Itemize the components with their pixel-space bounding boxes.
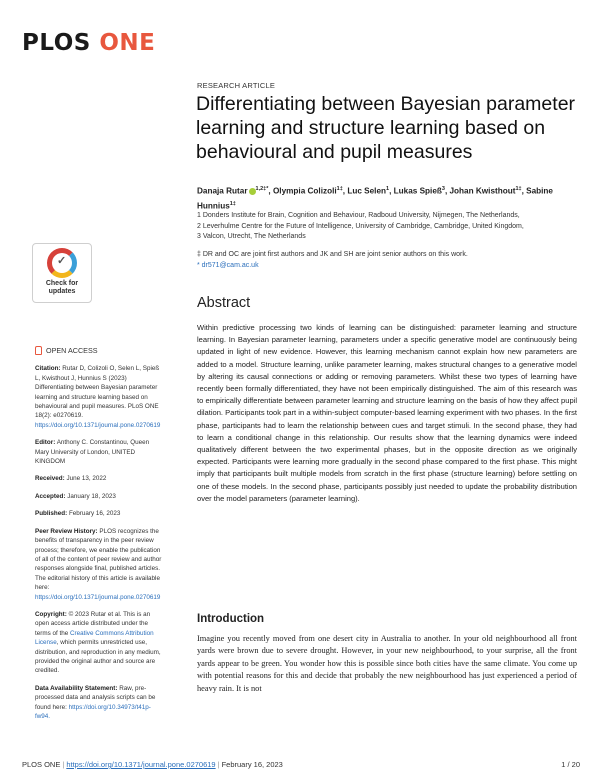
data-link[interactable]: https://doi.org/10.34973/t41p-fw94.	[35, 703, 151, 720]
author-list: Danaja Rutar $^{1,2\ddagger*}$, Olympia Colizoli$^{1\ddagger}$, Luc Selen$^1$, Lukas Spieß$^3$, Johan Kwisthout$^{1\ddagger}$, Sabine Hunnius$^{1\ddagger}$	[197, 186, 553, 211]
published-date: Published: February 16, 2023	[35, 510, 121, 518]
equal-contribution-note: ‡ DR and OC are joint first authors and JK and SH are joint senior authors on this work.	[197, 251, 468, 258]
peer-review-block: Peer Review History: PLOS recognizes the benefits of transparency in the peer review process; therefore, we enable the publication of all of the content of peer review and author responses alongside final, published articles. The editorial history of this article is available here: https://doi.org/10.1371/journal.pone.0270619	[35, 527, 162, 601]
author-name: Sabine Hunnius	[197, 186, 553, 211]
citation-block: Citation: Rutar D, Colizoli O, Selen L, Spieß L, Kwisthout J, Hunnius S (2023) Differentiating between Bayesian parameter learning and structure learning based on behavioural and pupil measures. PLoS ONE 18(2): e0270619. https://doi.org/10.1371/journal.pone.0270619	[35, 365, 161, 429]
article-title: Differentiating between Bayesian parameter learning and structure learning based on behavioural and pupil measures	[196, 93, 576, 163]
orcid-icon[interactable]	[249, 188, 256, 195]
page-footer: PLOS ONE | https://doi.org/10.1371/journal.pone.0270619 | February 16, 2023 1 / 20	[22, 760, 580, 769]
author-name: Danaja Rutar	[197, 186, 248, 196]
editor-block: Editor: Anthony C. Constantinou, Queen Mary University of London, UNITED KINGDOM	[35, 439, 150, 466]
open-lock-icon	[35, 346, 42, 355]
article-sidebar	[35, 346, 163, 729]
abstract-text: Within predictive processing two kinds of learning can be distinguished: parameter learning and structure learning. In Bayesian parameter learning, parameters under a specific generative model are continuously being updated in light of new evidence. However, this learning mechanism cannot explain how new parameters are added to a model. Structure learning, unlike parameter learning, makes structural changes to a generative model by altering its causal connections or adding or removing parameters. Whilst these two types of learning have recently been formally differentiated, they have not been empirically distinguished. The aim of this research was to empirically differentiate between parameter learning and structure learning on the basis of how they affect pupil dilation. Participants took part in a within-subject computer-based learning experiment with two phases. In the first phase, participants had to learn the relationship between cues and target stimuli. In the second phase, they had to learn a conditional change in this relationship. Our results show that the learning dynamics were indeed qualitatively different between the two experimental phases, but in the opposite direction as we originally expected. Participants were learning more gradually in the second phase compared to the first phase. This might imply that participants built multiple models from scratch in the first phase (structure learning) before settling on one of these models. In the second phase, participants possibly just needed to update the probability distribution over the model parameters (parameter learning).	[197, 323, 577, 503]
abstract-heading: Abstract	[197, 295, 251, 311]
footer-doi-link[interactable]: https://doi.org/10.1371/journal.pone.0270619	[66, 760, 216, 769]
author-affiliation-marker: 1‡	[229, 200, 236, 207]
author-name: Johan Kwisthout	[449, 186, 516, 196]
author-name: Olympia Colizoli	[272, 186, 337, 196]
introduction-heading: Introduction	[197, 613, 265, 625]
affiliation-item: 2 Leverhulme Centre for the Future of Intelligence, University of Cambridge, Cambridge, United Kingdom,	[197, 222, 524, 230]
copyright-block: Copyright: © 2023 Rutar et al. This is an open access article distributed under the terms of the Creative Commons Attribution License, which permits unrestricted use, distribution, and reproduction in any medium, provided the original author and source are credited.	[35, 610, 161, 675]
affiliations	[197, 211, 577, 243]
accepted-date: Accepted: January 18, 2023	[35, 492, 116, 500]
affiliation-item: 3 Valcon, Utrecht, The Netherlands	[197, 233, 306, 240]
author-affiliation-marker: 1	[386, 186, 390, 192]
citation-doi-link[interactable]: https://doi.org/10.1371/journal.pone.0270619	[35, 421, 161, 429]
footer-date: February 16, 2023	[221, 760, 283, 769]
author-affiliation-marker: 3	[441, 186, 445, 192]
peer-review-link[interactable]: https://doi.org/10.1371/journal.pone.0270619	[35, 593, 161, 601]
data-availability-block: Data Availability Statement: Raw, pre-processed data and analysis scripts can be found here: https://doi.org/10.34973/t41p-fw94.	[35, 684, 156, 720]
affiliation-item: 1 Donders Institute for Brain, Cognition and Behaviour, Radboud University, Nijmegen, The Netherlands,	[197, 212, 520, 219]
footer-journal: PLOS ONE	[22, 760, 61, 769]
received-date: Received: June 13, 2022	[35, 475, 107, 483]
author-name: Lukas Spieß	[393, 186, 442, 196]
author-affiliation-marker: 1‡	[336, 186, 343, 192]
corresponding-email-link[interactable]: * dr571@cam.ac.uk	[197, 261, 259, 269]
crossmark-icon: ✓	[47, 248, 77, 278]
author-affiliation-marker: 1,2‡*	[255, 186, 269, 192]
page-number: 1 / 20	[561, 760, 580, 769]
introduction-text: Imagine you recently moved from one desert city in Australia to another. In your old neighbourhood all front yards were brown due to severe drought. However, in your new neighbourhood, to your surprise, all the front yards appear to be green. You wonder how this is possible since both cities have the same climate. You come up with potential reasons for this and decide that probably the new neighbourhood has just experienced a period of heavy rain. It is not	[197, 634, 577, 693]
journal-logo: PLOS ONE	[22, 30, 156, 56]
author-notes	[197, 250, 577, 271]
author-name: Luc Selen	[347, 186, 387, 196]
check-for-updates-badge[interactable]: ✓ Check for updates	[32, 243, 92, 303]
cc-license-link[interactable]: Creative Commons Attribution License	[35, 629, 154, 647]
article-type: RESEARCH ARTICLE	[197, 81, 276, 90]
author-affiliation-marker: 1‡	[515, 186, 522, 192]
open-access-label: OPEN ACCESS	[35, 346, 163, 355]
